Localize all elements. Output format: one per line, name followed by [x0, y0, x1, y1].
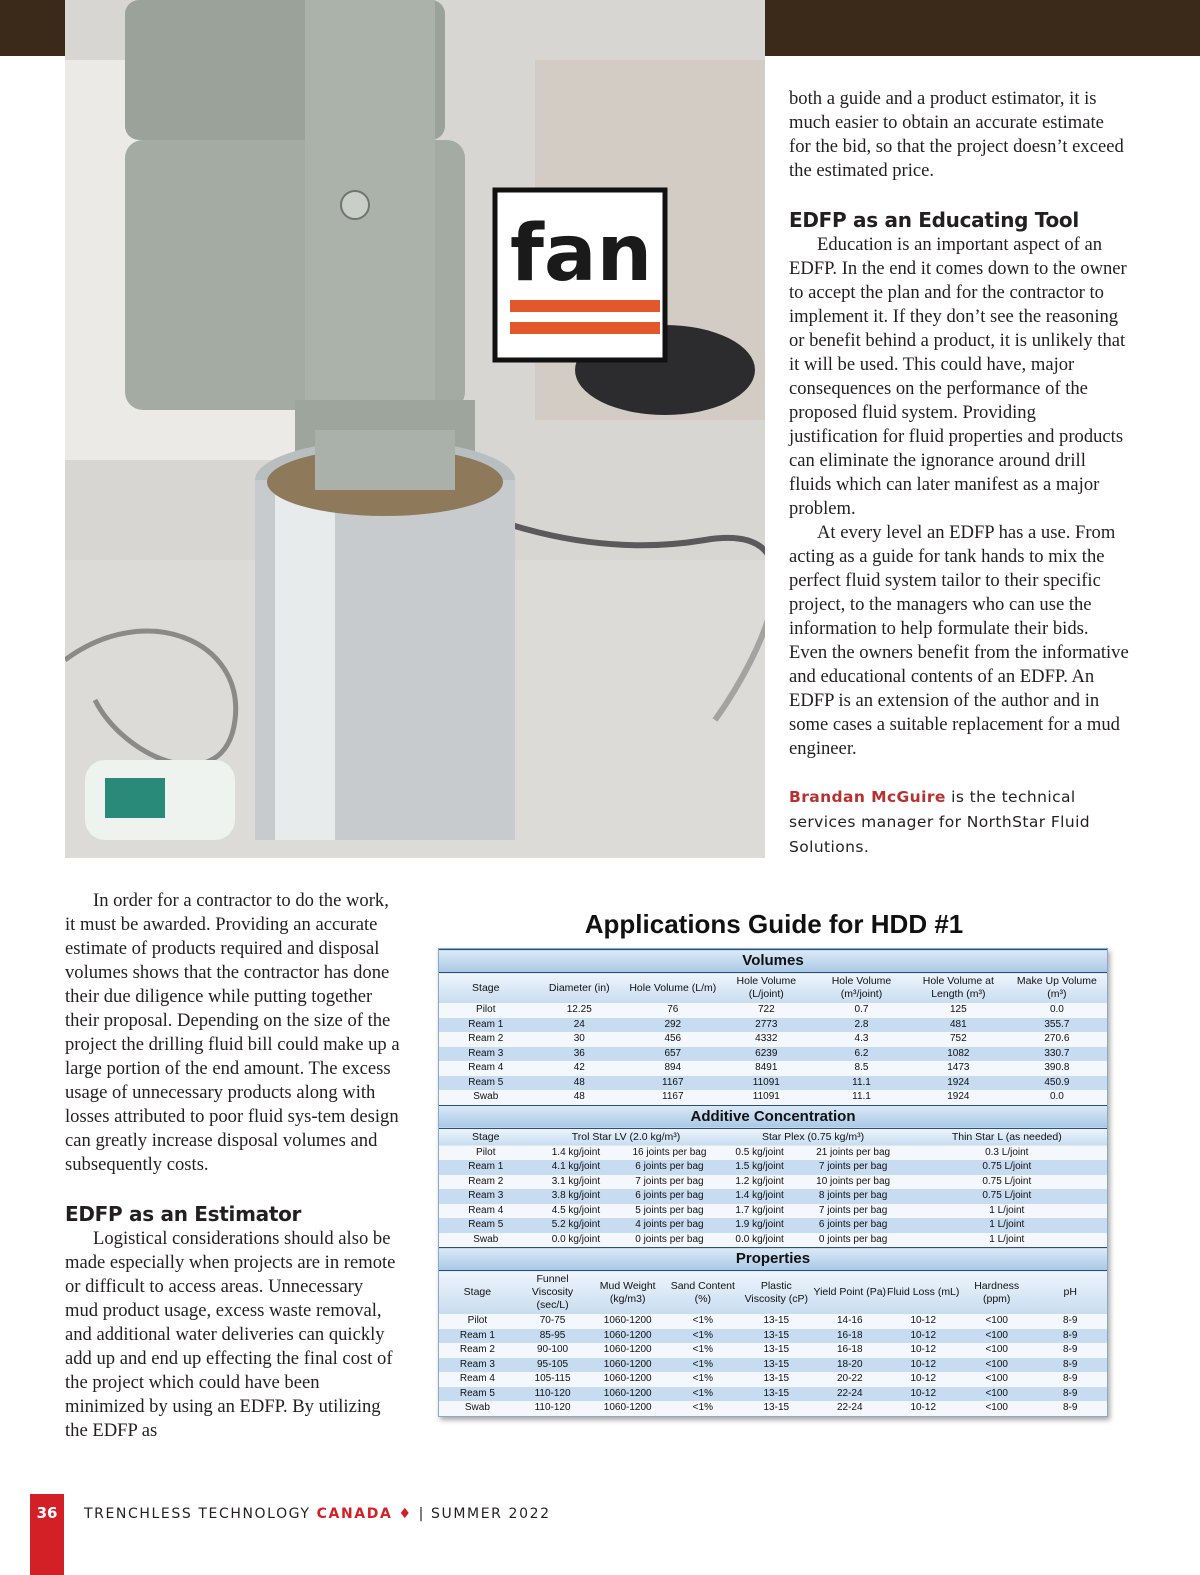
table-cell: 8491: [720, 1061, 814, 1076]
paragraph-continued: both a guide and a product estimator, it is much easier to obtain an accurate estimate for the bid, so that the project doesn’t exceed the estimated price.: [789, 88, 1124, 181]
page-footer: [0, 1494, 1200, 1575]
properties-header-cell: Funnel Viscosity (sec/L): [516, 1271, 589, 1315]
table-cell: <1%: [666, 1401, 739, 1416]
properties-header-cell: pH: [1033, 1271, 1107, 1315]
table-cell: 10-12: [887, 1343, 960, 1358]
table-cell: 1924: [910, 1090, 1007, 1105]
table-cell: 0.5 kg/joint: [720, 1146, 800, 1161]
left-article-column: [65, 889, 400, 1443]
volumes-row: [439, 1032, 1107, 1047]
table-cell: 1.4 kg/joint: [720, 1189, 800, 1204]
stage-cell: Ream 4: [439, 1204, 533, 1219]
table-cell: 10-12: [887, 1314, 960, 1329]
viscometer-illustration: [65, 0, 765, 858]
volumes-header-cell: Make Up Volume (m³): [1007, 973, 1107, 1004]
table-cell: 13-15: [740, 1314, 813, 1329]
properties-header-cell: Hardness (ppm): [960, 1271, 1033, 1315]
table-cell: 1 L/joint: [907, 1233, 1107, 1248]
table-cell: 3.1 kg/joint: [533, 1175, 620, 1190]
table-cell: 0 joints per bag: [800, 1233, 907, 1248]
table-cell: 390.8: [1007, 1061, 1107, 1076]
table-cell: 0.3 L/joint: [907, 1146, 1107, 1161]
table-cell: 7 joints per bag: [800, 1204, 907, 1219]
table-cell: 10-12: [887, 1372, 960, 1387]
table-cell: 894: [626, 1061, 720, 1076]
table-cell: 6239: [720, 1047, 814, 1062]
table-cell: 0.0: [1007, 1003, 1107, 1018]
properties-header-cell: Yield Point (Pa): [813, 1271, 886, 1315]
volumes-header-cell: Hole Volume (L/joint): [720, 973, 814, 1004]
table-cell: 6 joints per bag: [619, 1189, 719, 1204]
table-cell: 13-15: [740, 1387, 813, 1402]
properties-header-cell: Sand Content (%): [666, 1271, 739, 1315]
table-cell: 5 joints per bag: [619, 1204, 719, 1219]
table-cell: 110-120: [516, 1401, 589, 1416]
table-cell: 7 joints per bag: [800, 1160, 907, 1175]
table-cell: 11.1: [813, 1090, 910, 1105]
table-cell: 10-12: [887, 1358, 960, 1373]
table-cell: 8-9: [1033, 1314, 1107, 1329]
table-cell: 8-9: [1033, 1343, 1107, 1358]
table-cell: 8-9: [1033, 1372, 1107, 1387]
table-cell: 0.0 kg/joint: [533, 1233, 620, 1248]
table-cell: 22-24: [813, 1401, 886, 1416]
stage-cell: Ream 2: [439, 1343, 516, 1358]
volumes-row: [439, 1047, 1107, 1062]
volumes-header-cell: Hole Volume at Length (m³): [910, 973, 1007, 1004]
table-cell: 657: [626, 1047, 720, 1062]
table-cell: 3.8 kg/joint: [533, 1189, 620, 1204]
table-cell: 4.3: [813, 1032, 910, 1047]
table-cell: 1060-1200: [589, 1387, 666, 1402]
additives-header-cell: Trol Star LV (2.0 kg/m³): [533, 1128, 720, 1146]
volumes-table: [439, 949, 1107, 1105]
heading-educating-tool: EDFP as an Educating Tool: [789, 208, 1079, 232]
table-cell: 330.7: [1007, 1047, 1107, 1062]
table-cell: 0.75 L/joint: [907, 1175, 1107, 1190]
table-cell: 0.0 kg/joint: [720, 1233, 800, 1248]
table-cell: 1.4 kg/joint: [533, 1146, 620, 1161]
table-cell: 1.9 kg/joint: [720, 1218, 800, 1233]
table-cell: 70-75: [516, 1314, 589, 1329]
properties-header-cell: Stage: [439, 1271, 516, 1315]
maple-leaf-icon: ♦: [398, 1506, 413, 1522]
volumes-header-cell: Stage: [439, 973, 533, 1004]
additives-row: [439, 1175, 1107, 1190]
table-cell: 1.5 kg/joint: [720, 1160, 800, 1175]
stage-cell: Ream 5: [439, 1218, 533, 1233]
volumes-header-cell: Hole Volume (L/m): [626, 973, 720, 1004]
table-cell: <1%: [666, 1329, 739, 1344]
additives-section-title: Additive Concentration: [439, 1105, 1107, 1128]
properties-body: [439, 1314, 1107, 1416]
stage-cell: Ream 3: [439, 1047, 533, 1062]
volumes-row: [439, 1090, 1107, 1105]
viscometer-photo: [65, 0, 765, 858]
additives-header-cell: Stage: [439, 1128, 533, 1146]
stage-cell: Pilot: [439, 1003, 533, 1018]
table-cell: 1060-1200: [589, 1343, 666, 1358]
table-cell: 14-16: [813, 1314, 886, 1329]
table-cell: 2.8: [813, 1018, 910, 1033]
table-cell: 8-9: [1033, 1329, 1107, 1344]
additives-header-cell: Star Plex (0.75 kg/m³): [720, 1128, 907, 1146]
table-cell: 16 joints per bag: [619, 1146, 719, 1161]
stage-cell: Ream 4: [439, 1061, 533, 1076]
table-cell: 36: [533, 1047, 627, 1062]
table-cell: 13-15: [740, 1401, 813, 1416]
table-cell: 110-120: [516, 1387, 589, 1402]
table-cell: 752: [910, 1032, 1007, 1047]
additives-row: [439, 1146, 1107, 1161]
additives-header-row: [439, 1128, 1107, 1146]
table-cell: 13-15: [740, 1343, 813, 1358]
table-cell: 6 joints per bag: [619, 1160, 719, 1175]
table-cell: 1082: [910, 1047, 1007, 1062]
guide-title: Applications Guide for HDD #1: [584, 909, 964, 939]
table-cell: 4.1 kg/joint: [533, 1160, 620, 1175]
table-cell: <100: [960, 1343, 1033, 1358]
stage-cell: Ream 2: [439, 1032, 533, 1047]
stage-cell: Swab: [439, 1090, 533, 1105]
table-cell: 30: [533, 1032, 627, 1047]
stage-cell: Ream 1: [439, 1018, 533, 1033]
publication-accent: CANADA: [316, 1506, 393, 1522]
stage-cell: Pilot: [439, 1146, 533, 1161]
table-cell: 1060-1200: [589, 1358, 666, 1373]
author-name: Brandan McGuire: [789, 788, 946, 806]
table-cell: 1473: [910, 1061, 1007, 1076]
issue-date: SUMMER 2022: [431, 1506, 551, 1522]
table-cell: 1060-1200: [589, 1372, 666, 1387]
table-cell: 456: [626, 1032, 720, 1047]
table-cell: <1%: [666, 1387, 739, 1402]
table-cell: 1.7 kg/joint: [720, 1204, 800, 1219]
stage-cell: Ream 2: [439, 1175, 533, 1190]
table-cell: 4.5 kg/joint: [533, 1204, 620, 1219]
stage-cell: Ream 3: [439, 1358, 516, 1373]
table-cell: 10-12: [887, 1329, 960, 1344]
table-cell: 0 joints per bag: [619, 1233, 719, 1248]
applications-guide-figure: [438, 900, 1110, 1417]
table-cell: 722: [720, 1003, 814, 1018]
properties-row: [439, 1358, 1107, 1373]
properties-row: [439, 1343, 1107, 1358]
table-cell: <1%: [666, 1314, 739, 1329]
properties-section-title: Properties: [439, 1248, 1107, 1271]
properties-header-cell: Plastic Viscosity (cP): [740, 1271, 813, 1315]
table-cell: 21 joints per bag: [800, 1146, 907, 1161]
additives-row: [439, 1204, 1107, 1219]
page-number: 36: [30, 1494, 64, 1575]
author-bio-text: is the technical services manager for NorthStar Fluid Solutions.: [789, 788, 1091, 856]
photo-label-text: fan: [510, 209, 653, 299]
table-cell: 11091: [720, 1090, 814, 1105]
table-cell: <1%: [666, 1372, 739, 1387]
table-cell: <100: [960, 1329, 1033, 1344]
publication-name: TRENCHLESS TECHNOLOGY: [84, 1506, 311, 1522]
table-cell: 95-105: [516, 1358, 589, 1373]
table-cell: <100: [960, 1372, 1033, 1387]
table-cell: 13-15: [740, 1372, 813, 1387]
table-cell: 22-24: [813, 1387, 886, 1402]
additives-row: [439, 1189, 1107, 1204]
table-cell: 0.75 L/joint: [907, 1160, 1107, 1175]
stage-cell: Ream 5: [439, 1387, 516, 1402]
table-cell: 0.75 L/joint: [907, 1189, 1107, 1204]
table-cell: 355.7: [1007, 1018, 1107, 1033]
table-cell: 1 L/joint: [907, 1204, 1107, 1219]
table-cell: 11091: [720, 1076, 814, 1091]
table-cell: <100: [960, 1387, 1033, 1402]
table-cell: 8-9: [1033, 1387, 1107, 1402]
table-cell: 125: [910, 1003, 1007, 1018]
volumes-row: [439, 1018, 1107, 1033]
additives-row: [439, 1233, 1107, 1248]
table-cell: 8 joints per bag: [800, 1189, 907, 1204]
table-cell: 270.6: [1007, 1032, 1107, 1047]
paragraph-education-1: Education is an important aspect of an EDFP. In the end it comes down to the owner to accept the plan and for the contractor to implement it. If they don’t see the reasoning or benefit behind a product, it is unlikely that it will be used. This could have, major consequences on the performance of the proposed fluid system. Providing justification for fluid properties and products can eliminate the ignorance around drill fluids which can later manifest as a major problem.: [789, 234, 1127, 519]
table-cell: 16-18: [813, 1343, 886, 1358]
volumes-header-cell: Diameter (in): [533, 973, 627, 1004]
table-cell: 12.25: [533, 1003, 627, 1018]
additives-row: [439, 1160, 1107, 1175]
table-cell: 24: [533, 1018, 627, 1033]
properties-header-cell: Fluid Loss (mL): [887, 1271, 960, 1315]
stage-cell: Ream 1: [439, 1160, 533, 1175]
table-cell: 8-9: [1033, 1401, 1107, 1416]
additives-header-cell: Thin Star L (as needed): [907, 1128, 1107, 1146]
table-cell: 1060-1200: [589, 1314, 666, 1329]
table-cell: 1060-1200: [589, 1401, 666, 1416]
table-cell: 8.5: [813, 1061, 910, 1076]
table-cell: 76: [626, 1003, 720, 1018]
table-cell: 13-15: [740, 1358, 813, 1373]
volumes-row: [439, 1003, 1107, 1018]
footer-publication: [84, 1506, 551, 1522]
volumes-header-cell: Hole Volume (m³/joint): [813, 973, 910, 1004]
properties-table: [439, 1247, 1107, 1416]
table-cell: 1060-1200: [589, 1329, 666, 1344]
additives-body: [439, 1146, 1107, 1248]
table-cell: <100: [960, 1314, 1033, 1329]
table-cell: 4332: [720, 1032, 814, 1047]
table-cell: 48: [533, 1076, 627, 1091]
right-article-column: [789, 87, 1129, 860]
additives-row: [439, 1218, 1107, 1233]
properties-header-row: [439, 1271, 1107, 1315]
volumes-row: [439, 1061, 1107, 1076]
properties-row: [439, 1372, 1107, 1387]
properties-row: [439, 1401, 1107, 1416]
stage-cell: Swab: [439, 1233, 533, 1248]
table-cell: 20-22: [813, 1372, 886, 1387]
table-cell: 8-9: [1033, 1358, 1107, 1373]
table-cell: 6.2: [813, 1047, 910, 1062]
table-cell: 10-12: [887, 1387, 960, 1402]
properties-row: [439, 1329, 1107, 1344]
footer-separator: |: [418, 1506, 425, 1522]
table-cell: 2773: [720, 1018, 814, 1033]
stage-cell: Ream 5: [439, 1076, 533, 1091]
stage-cell: Ream 3: [439, 1189, 533, 1204]
table-cell: 5.2 kg/joint: [533, 1218, 620, 1233]
paragraph-award: In order for a contractor to do the work, it must be awarded. Providing an accurate estimate of products required and disposal volumes shows that the contractor has done their due diligence while putting together their proposal. Depending on the size of the project the drilling fluid bill could make up a large portion of the end amount. The excess usage of unnecessary products along with losses attributed to poor fluid sys-tem design can greatly increase disposal volumes and subsequently costs.: [65, 890, 400, 1175]
table-cell: 1.2 kg/joint: [720, 1175, 800, 1190]
table-cell: 42: [533, 1061, 627, 1076]
table-cell: 450.9: [1007, 1076, 1107, 1091]
stage-cell: Ream 1: [439, 1329, 516, 1344]
table-cell: 481: [910, 1018, 1007, 1033]
stage-cell: Ream 4: [439, 1372, 516, 1387]
table-cell: 85-95: [516, 1329, 589, 1344]
table-cell: <100: [960, 1358, 1033, 1373]
table-cell: 0.0: [1007, 1090, 1107, 1105]
table-cell: 105-115: [516, 1372, 589, 1387]
table-cell: 1 L/joint: [907, 1218, 1107, 1233]
properties-header-cell: Mud Weight (kg/m3): [589, 1271, 666, 1315]
additives-table: [439, 1105, 1107, 1248]
guide-table: [438, 948, 1108, 1417]
table-cell: <1%: [666, 1358, 739, 1373]
paragraph-logistics: Logistical considerations should also be made especially when projects are in remote or difficult to access areas. Unnecessary mud product usage, excess waste removal, and additional water deliveries can quickly add up and end up effecting the final cost of the project which could have been minimized by using an EDFP. By utilizing the EDFP as: [65, 1228, 396, 1441]
properties-row: [439, 1387, 1107, 1402]
table-cell: 10 joints per bag: [800, 1175, 907, 1190]
volumes-section-title: Volumes: [439, 950, 1107, 973]
paragraph-education-2: At every level an EDFP has a use. From acting as a guide for tank hands to mix the perfect fluid system tailor to their specific project, to the managers who can use the information to help formulate their bids. Even the owners benefit from the informative and educational contents of an EDFP. An EDFP is an extension of the author and in some cases a suitable replacement for a mud engineer.: [789, 522, 1129, 759]
table-cell: 10-12: [887, 1401, 960, 1416]
table-cell: 0.7: [813, 1003, 910, 1018]
table-cell: 1924: [910, 1076, 1007, 1091]
author-bio: [789, 785, 1129, 860]
properties-row: [439, 1314, 1107, 1329]
table-cell: <1%: [666, 1343, 739, 1358]
table-cell: 18-20: [813, 1358, 886, 1373]
table-cell: 90-100: [516, 1343, 589, 1358]
stage-cell: Swab: [439, 1401, 516, 1416]
table-cell: 6 joints per bag: [800, 1218, 907, 1233]
heading-estimator: EDFP as an Estimator: [65, 1202, 302, 1226]
table-cell: 292: [626, 1018, 720, 1033]
table-cell: 13-15: [740, 1329, 813, 1344]
table-cell: 1167: [626, 1090, 720, 1105]
volumes-header-row: [439, 973, 1107, 1004]
table-cell: 4 joints per bag: [619, 1218, 719, 1233]
table-cell: 11.1: [813, 1076, 910, 1091]
table-cell: 48: [533, 1090, 627, 1105]
stage-cell: Pilot: [439, 1314, 516, 1329]
table-cell: 16-18: [813, 1329, 886, 1344]
volumes-body: [439, 1003, 1107, 1105]
table-cell: 1167: [626, 1076, 720, 1091]
volumes-row: [439, 1076, 1107, 1091]
table-cell: 7 joints per bag: [619, 1175, 719, 1190]
table-cell: <100: [960, 1401, 1033, 1416]
